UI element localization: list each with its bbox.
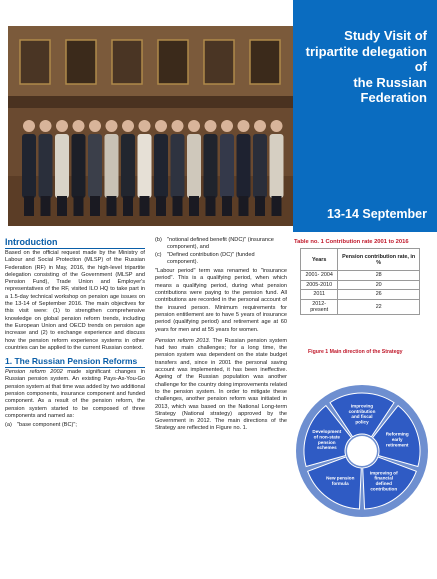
person-figure — [39, 120, 53, 216]
list-marker: (b) — [155, 237, 162, 243]
center-circle — [347, 436, 377, 466]
wall-portrait — [158, 40, 188, 84]
person-figure — [88, 120, 102, 216]
section-heading: 1. The Russian Pension Reforms — [5, 356, 145, 368]
table-cell: 2001- 2004 — [301, 271, 338, 281]
wall-portrait — [204, 40, 234, 84]
list-text: "Defined contribution (DC)" (funded component). — [167, 251, 255, 265]
person-figure — [105, 120, 119, 216]
title-line: tripartite delegation — [305, 43, 427, 59]
table-header: Years — [301, 249, 338, 271]
table-caption: Table no. 1 Contribution rate 2001 to 2016 — [294, 239, 409, 245]
person-figure — [72, 120, 86, 216]
table-cell: 28 — [338, 271, 420, 281]
column-middle — [155, 237, 287, 435]
list-marker: (a) — [5, 422, 12, 429]
person-figure — [253, 120, 267, 216]
title-panel — [293, 0, 437, 232]
table-cell: 2012- present — [301, 299, 338, 314]
header-banner — [0, 0, 437, 232]
group-photo-image — [8, 26, 293, 226]
table-header: Pension contribution rate, in % — [338, 249, 420, 271]
contribution-rate-table — [300, 248, 420, 315]
title-line: Study Visit of — [344, 28, 427, 43]
wall-portrait — [20, 40, 50, 84]
title-line: the Russian — [353, 74, 427, 90]
intro-paragraph: Based on the official request made by the Ministry of Labour and Social Protection (MLSP) of the Russian Federation (RF) in May, 2016, the high-level tripartite delegation consisting of the Government (MLSP and Pension Fund), Trade Union and Employer's representatives of the RF, visited ILO HQ to take part in a 1.5-day technical workshop on pension age issues on the 13-14 of September 2016. The main objectives for this visit were: (1) to strengthen comprehensive knowledge on global pension reform trends, including the European Union and OECD trends on pension age increase and (2) to exchange experience and discuss how the pension reform experience systems in other countries can be applied to the current Russian context. — [5, 250, 145, 351]
table-row — [301, 280, 420, 290]
wall-portrait — [66, 40, 96, 84]
intro-heading: Introduction — [5, 237, 145, 249]
delegation-group-photo — [8, 26, 293, 226]
strategy-segment-label: Improving of financial defined contribution — [369, 470, 398, 492]
person-figure — [121, 120, 135, 216]
table-row — [301, 299, 420, 314]
wall-portrait — [112, 40, 142, 84]
table-cell: 20 — [338, 280, 420, 290]
document-title — [291, 28, 427, 106]
list-item-b — [155, 237, 287, 252]
person-figure — [138, 120, 152, 216]
list-text: "base component (BC)"; — [17, 422, 77, 429]
column-left — [5, 237, 145, 430]
reform-2002-paragraph — [5, 369, 145, 420]
strategy-segment-label: Improving contribution and fiscal policy — [348, 403, 376, 425]
list-item-c — [155, 252, 287, 267]
table-cell: 2005-2010 — [301, 280, 338, 290]
person-figure — [55, 120, 69, 216]
title-line: of — [414, 59, 427, 74]
person-figure — [187, 120, 201, 216]
person-figure — [237, 120, 251, 216]
list-item-a — [5, 422, 145, 429]
person-figure — [270, 120, 284, 216]
table-cell: 2011 — [301, 290, 338, 300]
person-figure — [22, 120, 36, 216]
wall-portrait — [250, 40, 280, 84]
table-row — [301, 290, 420, 300]
strategy-segment-label: Reforming early retirement — [385, 431, 409, 448]
visit-date: 13-14 September — [326, 207, 427, 221]
table-row — [301, 271, 420, 281]
table-cell: 22 — [338, 299, 420, 314]
title-line: Federation — [360, 90, 427, 105]
reform-2013-paragraph — [155, 338, 287, 433]
list-text: "notional defined benefit (NDC)" (insurance component), and — [167, 237, 274, 251]
strategy-segment-label: New pension formula — [326, 475, 355, 487]
person-figure — [171, 120, 185, 216]
person-figure — [220, 120, 234, 216]
strategy-diagram — [294, 376, 430, 526]
list-marker: (c) — [155, 251, 162, 258]
person-figure — [154, 120, 168, 216]
reform-2013-lead: Pension reform 2013. — [155, 337, 211, 344]
reform-2002-text: made significant changes in Russian pension system. An existing Pays-As-You-Go pension system at that time was added by two additional pension components, insurance component and funded component. As a result of the pension reform, the pension system started to be composed of three components and named as: — [5, 369, 145, 419]
insurance-period-paragraph: "Labour period" term was renamed to "insurance period". This is a qualifying period, when which means a qualifying period, during what pension contributions were paying to the pension fund. All contributions are recorded in the personal account of the insured person. Minimum requirements for pension entitlement are to have 5 years of insurance period (qualifying period) and retirement age at 60 years for men and at 55 years for women. — [155, 268, 287, 333]
person-figure — [204, 120, 218, 216]
reform-2013-text: The Russian pension system had two main challenges; for a long time, the pension system was dependent on the state budget transfers and, since in 2001 the personal saving account was implemented, it has been ineffective. Ageing of the Russian population was another challenge for the country doing improvements related to the pension system. In order to mitigate these challenges, another pension reform was initiated in 2013, which was based on the National Long-term Strategy (National strategy) approved by the Government in 2012. The main directions of the Strategy are reflected in Figure no. 1. — [155, 337, 287, 432]
strategy-segment-label: Development of non-state pension schemes — [312, 428, 342, 451]
figure-caption: Figure 1 Main direction of the Strategy — [308, 348, 403, 355]
reform-2002-lead: Pension reform 2002 — [5, 369, 63, 376]
strategy-ring-chart — [294, 376, 430, 526]
column-right — [294, 237, 430, 355]
table-cell: 26 — [338, 290, 420, 300]
